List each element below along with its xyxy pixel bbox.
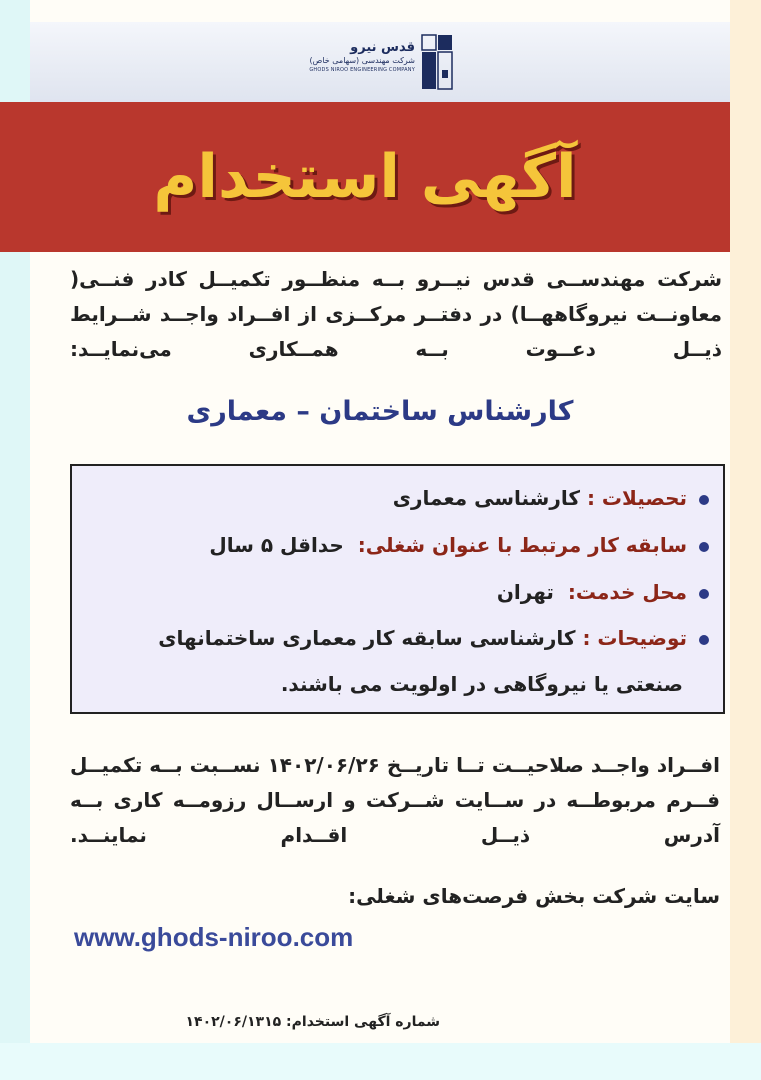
bottom-margin-strip bbox=[0, 1043, 761, 1080]
right-margin-strip bbox=[730, 0, 761, 1080]
requirement-value: کارشناسی سابقه کار معماری ساختمانهای bbox=[158, 626, 576, 650]
requirement-value: حداقل ۵ سال bbox=[209, 533, 344, 557]
bullet-icon bbox=[699, 589, 709, 599]
bullet-icon bbox=[699, 635, 709, 645]
title-banner bbox=[0, 102, 730, 252]
logo-english-name: GHODS NIROO ENGINEERING COMPANY bbox=[309, 67, 415, 73]
requirement-notes bbox=[158, 626, 709, 650]
requirement-value: تهران bbox=[496, 580, 554, 604]
requirement-label: توضیحات : bbox=[582, 626, 687, 650]
position-title: کارشناس ساختمان – معماری bbox=[186, 396, 574, 427]
requirement-label: سابقه کار مرتبط با عنوان شغلی: bbox=[357, 533, 687, 557]
job-advertisement-page bbox=[30, 0, 730, 1043]
website-link[interactable]: www.ghods-niroo.com bbox=[74, 922, 354, 952]
company-logo bbox=[295, 34, 460, 90]
requirement-label: تحصیلات : bbox=[586, 486, 687, 510]
requirement-education bbox=[393, 486, 709, 510]
requirements-box bbox=[70, 464, 725, 714]
website-label: سایت شرکت بخش فرصت‌های شغلی: bbox=[348, 884, 720, 908]
intro-paragraph: شرکت مهندســی قدس نیــرو بــه منظــور تکمیــل کادر فنــی( معاونــت نیروگاههــا) در دفتــر مرکــزی از افــراد واجــد شــرایط ذیــل دعــوت بــه همــکاری می‌نمایــد: bbox=[70, 267, 722, 361]
logo-name: قدس نیرو bbox=[350, 40, 415, 55]
requirement-experience bbox=[209, 533, 709, 557]
application-deadline-paragraph: افــراد واجــد صلاحیــت تــا تاریــخ ۱۴۰۲/۰۶/۲۶ نســبت بــه تکمیــل فــرم مربوطــه در ســایت شــرکت و ارســال رزومــه کاری بــه آدرس ذیــل اقــدام نماینــد. bbox=[70, 753, 720, 847]
requirement-notes-continuation: صنعتی یا نیروگاهی در اولویت می باشند. bbox=[280, 672, 683, 696]
bullet-icon bbox=[699, 495, 709, 505]
advertisement-reference-number: شماره آگهی استخدام: ۱۴۰۲/۰۶/۱۳۱۵ bbox=[185, 1014, 440, 1030]
bullet-icon bbox=[699, 542, 709, 552]
logo-subtitle: شرکت مهندسی (سهامی خاص) bbox=[309, 56, 415, 65]
requirement-value: کارشناسی معماری bbox=[392, 486, 580, 510]
requirement-location bbox=[497, 580, 709, 604]
banner-title: آگهی استخدام bbox=[153, 142, 577, 212]
logo-text bbox=[295, 40, 415, 74]
header bbox=[30, 22, 730, 102]
requirement-label: محل خدمت: bbox=[567, 580, 687, 604]
logo-mark-icon bbox=[421, 34, 453, 90]
